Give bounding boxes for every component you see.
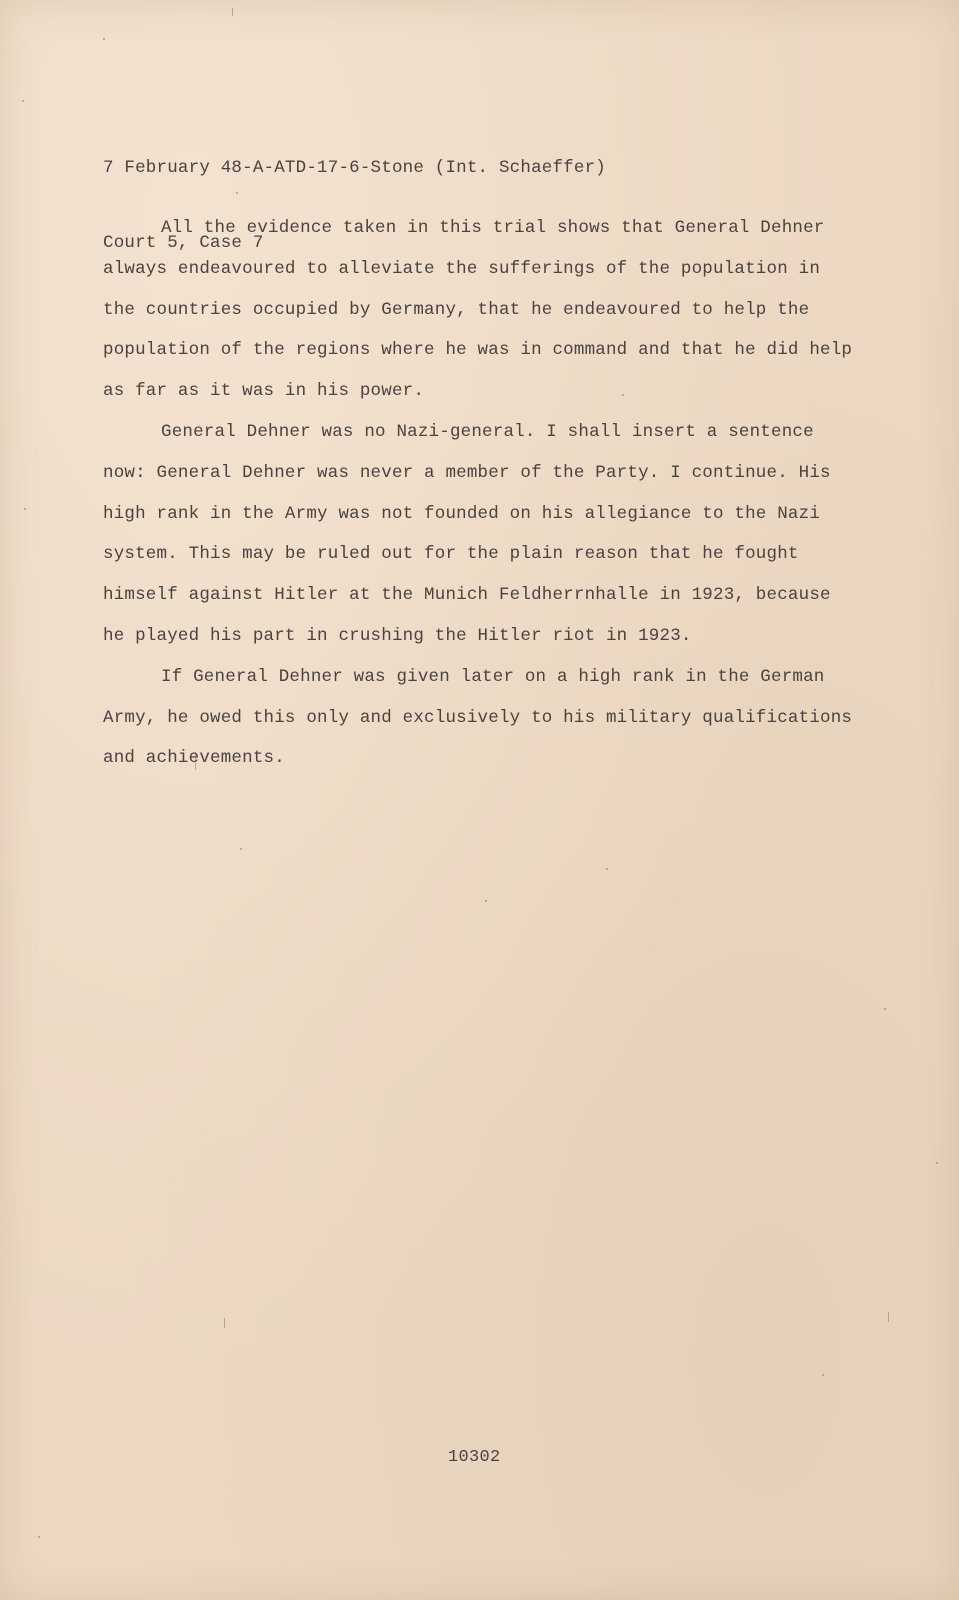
paper-mark (232, 8, 233, 16)
paper-speck (236, 192, 238, 194)
text-line: now: General Dehner was never a member of the Party. I continue. His (103, 462, 831, 483)
page-number: 10302 (448, 1448, 501, 1467)
text-line: and achievements. (103, 748, 285, 769)
paper-mark (195, 752, 196, 770)
paper-speck (822, 1374, 824, 1376)
header-date-reference: 7 February 48-A-ATD-17-6-Stone (Int. Schaeffer) (103, 158, 606, 178)
text-line: Army, he owed this only and exclusively to his military qualifications (103, 707, 853, 728)
text-line: General Dehner was no Nazi-general. I shall insert a sentence (161, 421, 814, 442)
paper-speck (38, 1536, 40, 1538)
text-line: population of the regions where he was in command and that he did help (103, 340, 853, 361)
text-line: always endeavoured to alleviate the sufferings of the population in (103, 258, 821, 279)
paper-speck (103, 38, 105, 40)
paper-speck (485, 900, 487, 902)
paper-speck (622, 394, 624, 396)
header-court-case: Court 5, Case 7 (103, 233, 264, 253)
paper-speck (606, 868, 608, 870)
text-line: system. This may be ruled out for the plain reason that he fought (103, 544, 799, 565)
document-body (103, 208, 853, 779)
paper-speck (240, 848, 242, 850)
paper-speck (24, 508, 26, 510)
text-line: high rank in the Army was not founded on his allegiance to the Nazi (103, 503, 821, 524)
paper-speck (22, 100, 24, 102)
text-line: himself against Hitler at the Munich Feldherrnhalle in 1923, because (103, 585, 831, 606)
paper-speck (936, 1162, 938, 1164)
paper-speck (884, 1008, 886, 1010)
text-line: All the evidence taken in this trial shows that General Dehner (161, 218, 825, 238)
text-line: If General Dehner was given later on a high rank in the German (161, 666, 825, 687)
paper-mark (888, 1312, 889, 1322)
text-line: the countries occupied by Germany, that he endeavoured to help the (103, 299, 810, 320)
paper-mark (224, 1318, 225, 1328)
text-line: as far as it was in his power. (103, 381, 425, 402)
text-line: he played his part in crushing the Hitler riot in 1923. (103, 625, 692, 646)
